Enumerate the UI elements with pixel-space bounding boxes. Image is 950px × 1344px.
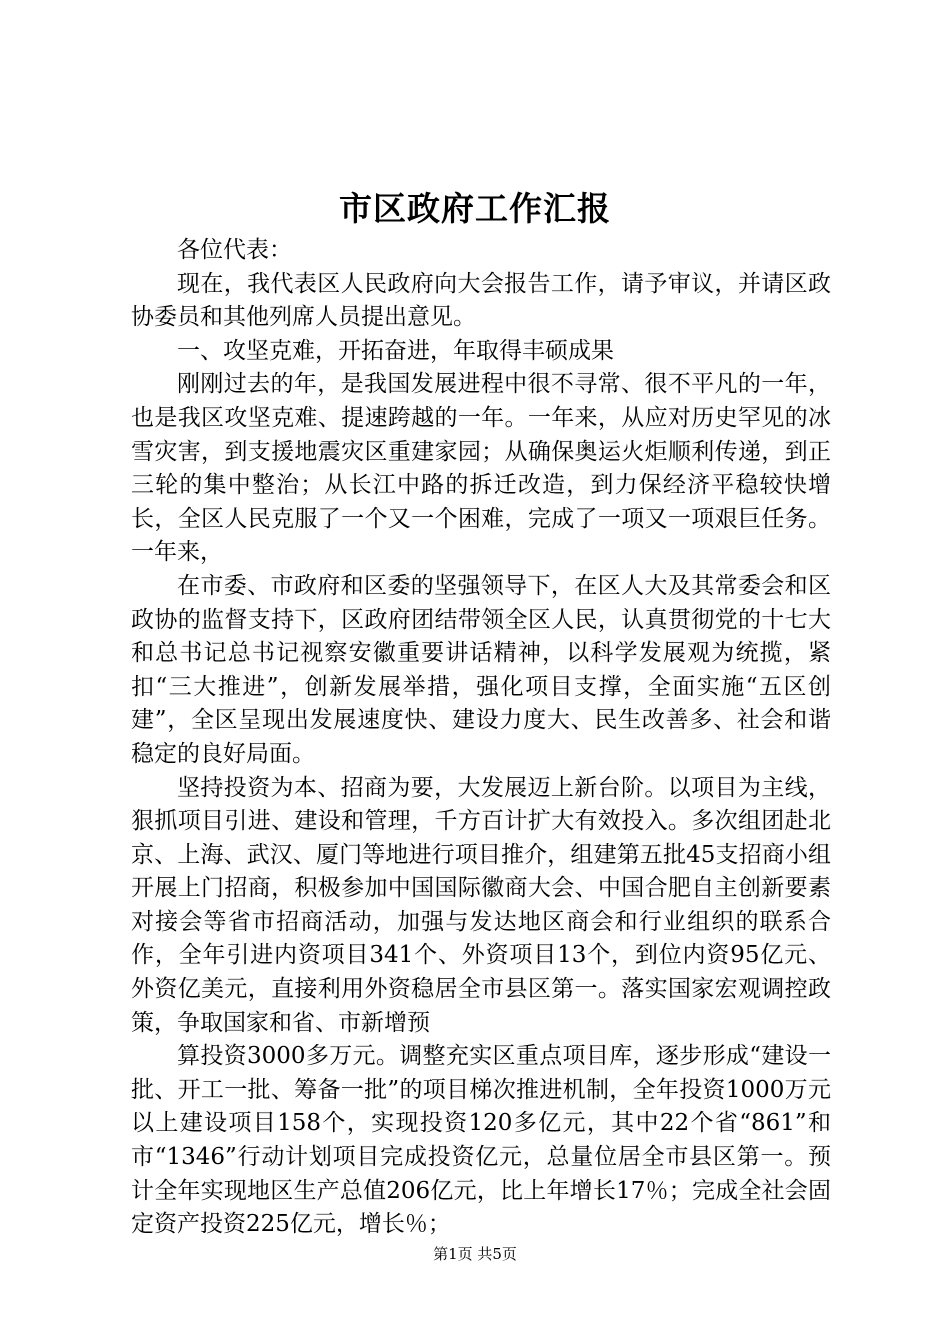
paragraph: 坚持投资为本、招商为要，大发展迈上新台阶。以项目为主线，狠抓项目引进、建设和管理，千方百计扩大有效投入。多次组团赴北京、上海、武汉、厦门等地进行项目推介，组建第五批45支招商小组开展上门招商，积极参加中国国际徽商大会、中国合肥自主创新要素对接会等省市招商活动，加强与发达地区商会和行业组织的联系合作，全年引进内资项目341个、外资项目13个，到位内资95亿元、外资亿美元，直接利用外资稳居全市县区第一。落实国家宏观调控政策，争取国家和省、市新增预 xyxy=(131,774,831,1036)
page-number-current: 第1页 xyxy=(433,1245,473,1263)
salutation: 各位代表： xyxy=(177,237,292,263)
paragraph: 现在，我代表区人民政府向大会报告工作，请予审议，并请区政协委员和其他列席人员提出意见。 xyxy=(131,270,831,331)
page-number-total: 共5页 xyxy=(477,1245,517,1263)
page-footer xyxy=(0,1244,950,1264)
paragraph: 算投资3000多万元。调整充实区重点项目库，逐步形成“建设一批、开工一批、筹备一批”的项目梯次推进机制，全年投资1000万元以上建设项目158个，实现投资120多亿元，其中22个省“861”和市“1346”行动计划项目完成投资亿元，总量位居全市县区第一。预计全年实现地区生产总值206亿元，比上年增长17％；完成全社会固定资产投资225亿元，增长％； xyxy=(131,1043,831,1238)
paragraph: 刚刚过去的年，是我国发展进程中很不寻常、很不平凡的一年，也是我区攻坚克难、提速跨越的一年。一年来，从应对历史罕见的冰雪灾害，到支援地震灾区重建家园；从确保奥运火炬顺利传递，到正三轮的集中整治；从长江中路的拆迁改造，到力保经济平稳较快增长，全区人民克服了一个又一个困难，完成了一项又一项艰巨任务。一年来， xyxy=(131,371,831,566)
section-heading: 一、攻坚克难，开拓奋进，年取得丰硕成果 xyxy=(177,337,614,364)
document-title: 市区政府工作汇报 xyxy=(339,189,611,228)
paragraph: 在市委、市政府和区委的坚强领导下，在区人大及其常委会和区政协的监督支持下，区政府团结带领全区人民，认真贯彻党的十七大和总书记总书记视察安徽重要讲话精神，以科学发展观为统揽，紧扣“三大推进”，创新发展举措，强化项目支撑，全面实施“五区创建”，全区呈现出发展速度快、建设力度大、民生改善多、社会和谐稳定的良好局面。 xyxy=(131,572,831,767)
document-body xyxy=(131,234,831,1242)
